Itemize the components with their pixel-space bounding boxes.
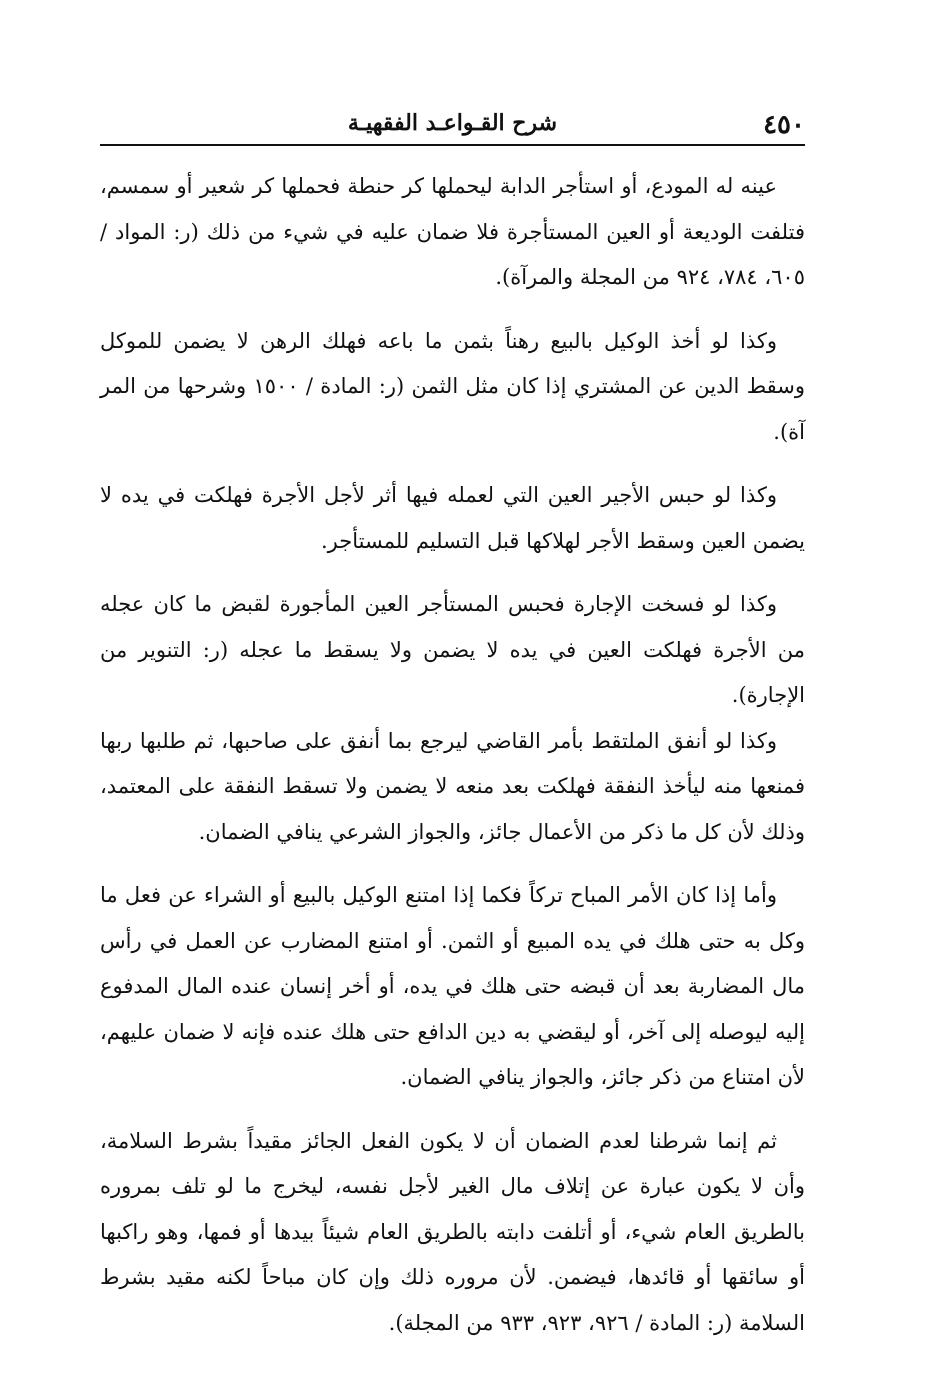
- paragraph-3: وكذا لو حبس الأجير العين التي لعمله فيها أثر لأجل الأجرة فهلكت في يده لا يضمن العين وسقط الأجر لهلاكها قبل التسليم للمستأجر.: [100, 483, 805, 553]
- paragraph-7: ثم إنما شرطنا لعدم الضمان أن لا يكون الفعل الجائز مقيداً بشرط السلامة، وأن لا يكون عبارة عن إتلاف مال الغير لأجل نفسه، ليخرج ما لو تلف بمروره بالطريق العام شيء، أو أتلفت دابته بالطريق العام شيئاً بيدها أو فمها، وهو راكبها أو سائقها أو قائدها، فيضمن. لأن مروره ذلك وإن كان مباحاً لكنه مقيد بشرط السلامة (ر: المادة / ٩٢٦، ٩٢٣، ٩٣٣ من المجلة).: [100, 1128, 805, 1335]
- page-header: [100, 100, 805, 146]
- paragraph-1: عينه له المودع، أو استأجر الدابة ليحملها كر حنطة فحملها كر شعير أو سمسم، فتلفت الوديعة أو العين المستأجرة فلا ضمان عليه في شيء من ذلك (ر: المواد / ٦٠٥، ٧٨٤، ٩٢٤ من المجلة والمرآة).: [100, 174, 805, 289]
- paragraph-5: وكذا لو أنفق الملتقط بأمر القاضي ليرجع بما أنفق على صاحبها، ثم طلبها ربها فمنعها منه ليأخذ النفقة فهلكت بعد منعه لا يضمن ولا تسقط النفقة على المعتمد، وذلك لأن كل ما ذكر من الأعمال جائز، والجواز الشرعي ينافي الضمان.: [100, 728, 805, 844]
- page-number: ٤٥٠: [763, 110, 805, 140]
- paragraph-2: وكذا لو أخذ الوكيل بالبيع رهناً بثمن ما باعه فهلك الرهن لا يضمن للموكل وسقط الدين عن المشتري إذا كان مثل الثمن (ر: المادة / ١٥٠٠ وشرحها من المر آة).: [100, 328, 805, 444]
- paragraph-6: وأما إذا كان الأمر المباح تركاً فكما إذا امتنع الوكيل بالبيع أو الشراء عن فعل ما وكل به حتى هلك في يده المبيع أو الثمن. أو امتنع المضارب عن العمل في رأس مال المضاربة بعد أن قبضه حتى هلك في يده، أو أخر إنسان عنده المال المدفوع إليه ليوصله إلى آخر، أو ليقضي به دين الدافع حتى هلك عنده فإنه لا ضمان عليهم، لأن امتناع من ذكر جائز، والجواز ينافي الضمان.: [100, 883, 805, 1089]
- running-title: شرح القـواعـد الفقهيـة: [347, 110, 558, 136]
- page-body: [100, 164, 805, 1346]
- paragraph-4: وكذا لو فسخت الإجارة فحبس المستأجر العين المأجورة لقبض ما كان عجله من الأجرة فهلكت العين في يده لا يضمن ولا يسقط ما عجله (ر: التنوير من الإجارة).: [100, 592, 805, 707]
- book-page: [100, 100, 805, 1364]
